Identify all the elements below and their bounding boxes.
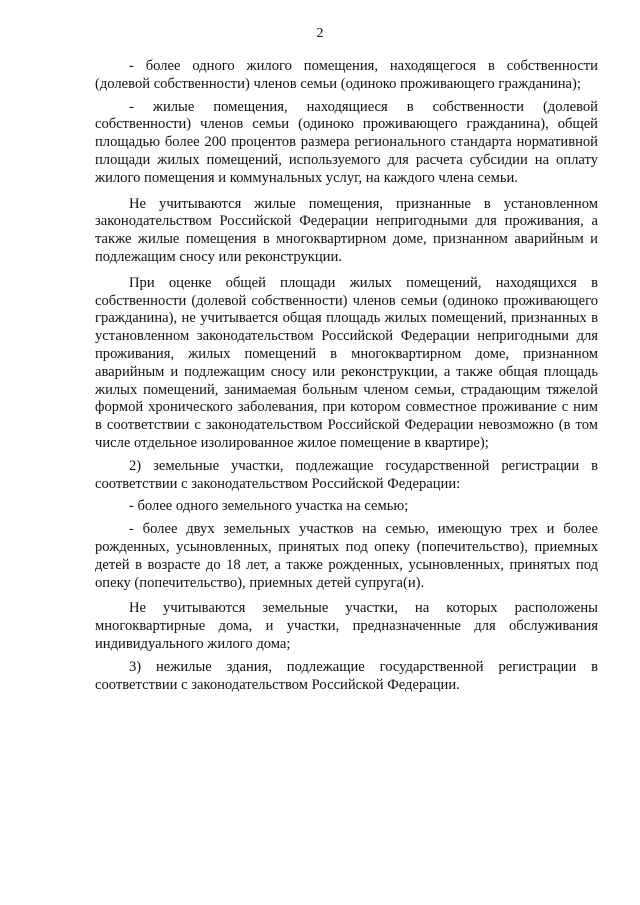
paragraph-4: При оценке общей площади жилых помещений, находящихся в собственности (долевой собственности) членов семьи (одиноко проживающего гражданина), не учитывается общая площадь жилых помещений, признанных в установленном законодательством Российской Федерации непригодными для проживания, жилых помещений в многоквартирном доме, признанном аварийным и подлежащим сносу или реконструкции, а также общая площадь жилых помещений, занимаемая больным членом семьи, страдающим тяжелой формой хронического заболевания, при котором совместное проживание с ним в соответствии с законодательством Российской Федерации невозможно (в том числе отдельное изолированное жилое помещение в квартире); [95, 274, 598, 451]
paragraph-3: Не учитываются жилые помещения, признанные в установленном законодательством Российской Федерации непригодными для проживания, а также жилые помещения в многоквартирном доме, признанном аварийным и подлежащим сносу или реконструкции. [95, 195, 598, 265]
paragraph-6: - более одного земельного участка на семью; [129, 498, 409, 515]
paragraph-5: 2) земельные участки, подлежащие государственной регистрации в соответствии с законодательством Российской Федерации: [95, 457, 598, 492]
paragraph-9: 3) нежилые здания, подлежащие государственной регистрации в соответствии с законодательством Российской Федерации. [95, 658, 598, 693]
paragraph-8: Не учитываются земельные участки, на которых расположены многоквартирные дома, и участки, предназначенные для обслуживания индивидуального жилого дома; [95, 600, 598, 652]
paragraph-7: - более двух земельных участков на семью, имеющую трех и более рожденных, усыновленных, принятых под опеку (попечительство), приемных детей в возрасте до 18 лет, а также рожденных, усыновленных, принятых под опеку (попечительство), приемных детей супруга(и). [95, 521, 598, 591]
paragraph-2: - жилые помещения, находящиеся в собственности (долевой собственности) членов семьи (одиноко проживающего гражданина), общей площадью более 200 процентов размера регионального стандарта нормативной площади жилых помещений, используемого для расчета субсидии на оплату жилого помещения и коммунальных услуг, на каждого члена семьи. [95, 98, 598, 186]
document-body [95, 58, 598, 694]
page-number: 2 [316, 26, 324, 41]
paragraph-1: - более одного жилого помещения, находящегося в собственности (долевой собственности) членов семьи (одиноко проживающего гражданина); [95, 58, 598, 92]
